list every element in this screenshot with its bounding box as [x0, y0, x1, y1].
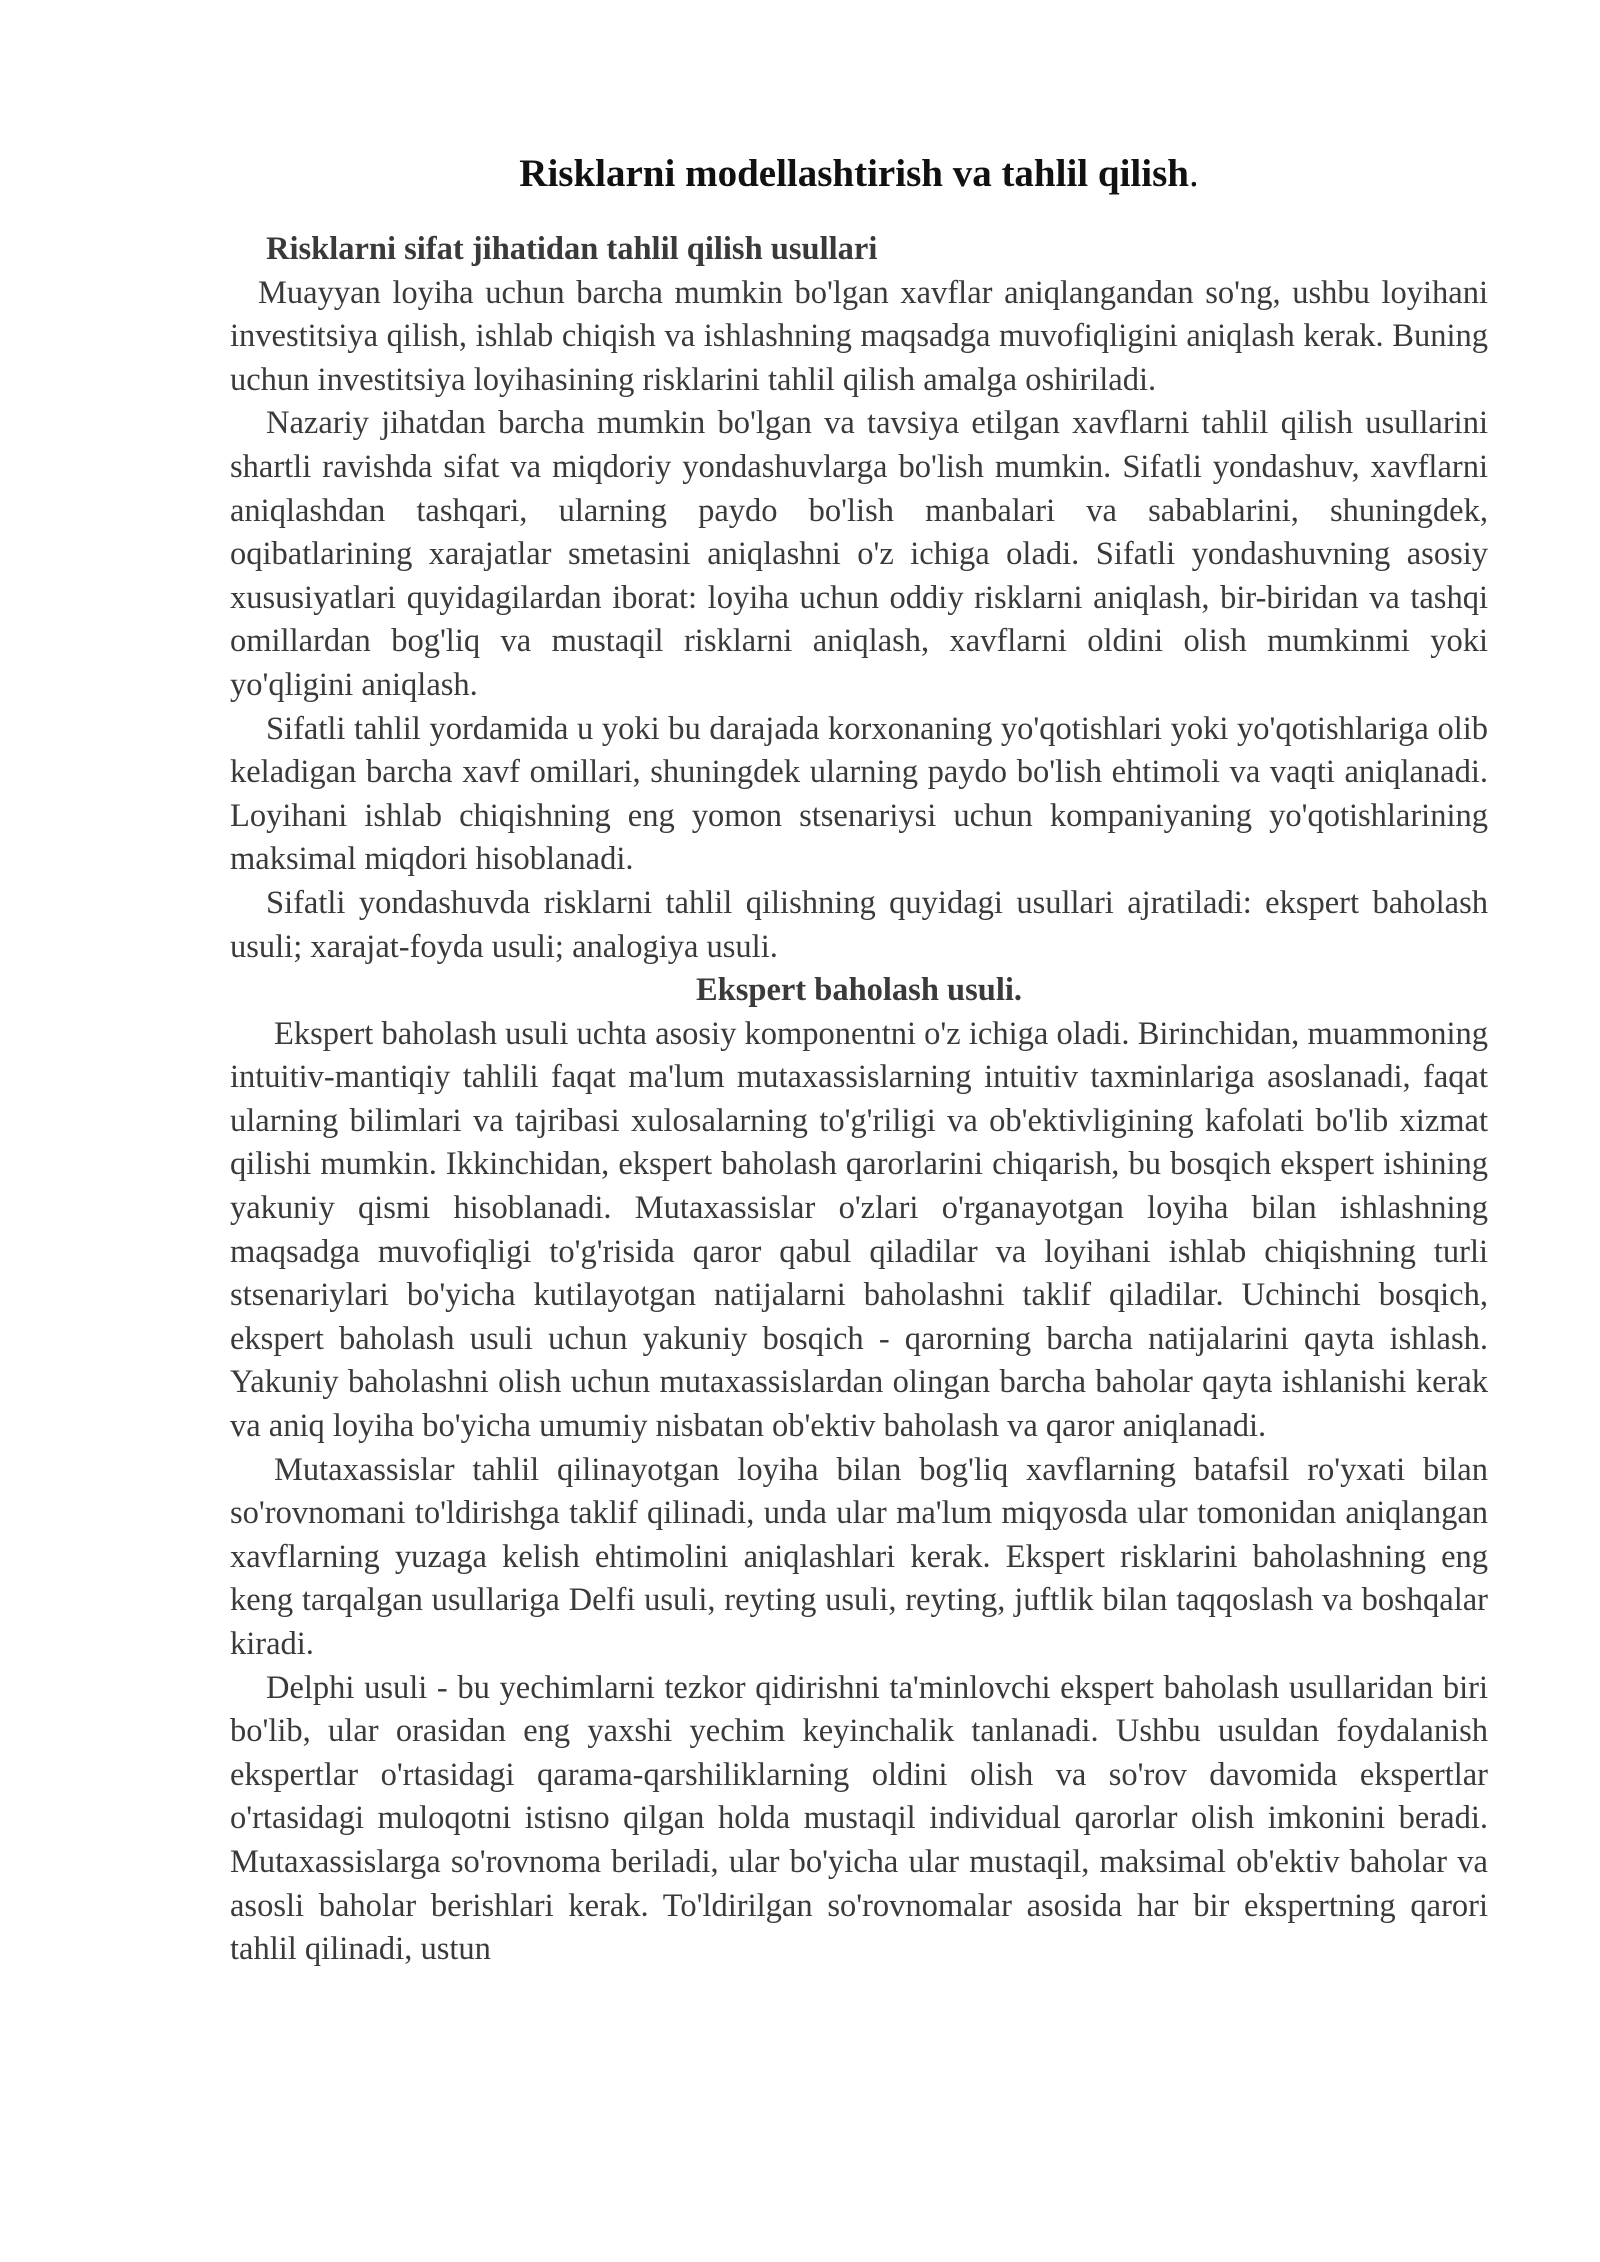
paragraph: Delphi usuli - bu yechimlarni tezkor qidirishni ta'minlovchi ekspert baholash usullaridan biri bo'lib, ular orasidan eng yaxshi yechim keyinchalik tanlanadi. Ushbu usuldan foydalanish ekspertlar o'rtasidagi qarama-qarshiliklarning oldini olish va so'rov davomida ekspertlar o'rtasidagi muloqotni istisno qilgan holda mustaqil individual qarorlar olish imkonini beradi. Mutaxassislarga so'rovnoma beriladi, ular bo'yicha ular mustaqil, maksimal ob'ektiv baholar va asosli baholar berishlari kerak. To'ldirilgan so'rovnomalar asosida har bir ekspertning qarori tahlil qilinadi, ustun	[230, 1669, 1488, 1968]
paragraph: Sifatli yondashuvda risklarni tahlil qilishning quyidagi usullari ajratiladi: ekspert baholash usuli; xarajat-foyda usuli; analogiya usuli.	[230, 884, 1488, 965]
paragraph: Muayyan loyiha uchun barcha mumkin bo'lgan xavflar aniqlangandan so'ng, ushbu loyihani investitsiya qilish, ishlab chiqish va ishlashning maqsadga muvofiqligini aniqlash kerak. Buning uchun investitsiya loyihasining risklarini tahlil qilish amalga oshiriladi.	[230, 274, 1488, 398]
document-title-text: Risklarni modellashtirish va tahlil qilish	[519, 152, 1189, 195]
document-title-period: .	[1188, 152, 1199, 195]
paragraph: Ekspert baholash usuli uchta asosiy komponentni o'z ichiga oladi. Birinchidan, muammoning intuitiv-mantiqiy tahlili faqat ma'lum mutaxassislarning intuitiv taxminlariga asoslanadi, faqat ularning bilimlari va tajribasi xulosalarning to'g'riligi va ob'ektivligining kafolati bo'lib xizmat qilishi mumkin. Ikkinchidan, ekspert baholash qarorlarini chiqarish, bu bosqich ekspert ishining yakuniy qismi hisoblanadi. Mutaxassislar o'zlari o'rganayotgan loyiha bilan ishlashning maqsadga muvofiqligi to'g'risida qaror qabul qiladilar va loyihani ishlab chiqishning turli stsenariylari bo'yicha kutilayotgan natijalarni baholashni taklif qiladilar. Uchinchi bosqich, ekspert baholash usuli uchun yakuniy bosqich - qarorning barcha natijalarini qayta ishlash. Yakuniy baholashni olish uchun mutaxassislardan olingan barcha baholar qayta ishlanishi kerak va aniq loyiha bo'yicha umumiy nisbatan ob'ektiv baholash va qaror aniqlanadi.	[230, 1015, 1488, 1445]
paragraph: Mutaxassislar tahlil qilinayotgan loyiha bilan bog'liq xavflarning batafsil ro'yxati bilan so'rovnomani to'ldirishga taklif qilinadi, unda ular ma'lum miqyosda ular tomonidan aniqlangan xavflarning yuzaga kelish ehtimolini aniqlashlari kerak. Ekspert risklarini baholashning eng keng tarqalgan usullariga Delfi usuli, reyting usuli, reyting, juftlik bilan taqqoslash va boshqalar kiradi.	[230, 1451, 1488, 1662]
section-heading: Risklarni sifat jihatidan tahlil qilish usullari	[266, 231, 878, 267]
document-title	[230, 148, 1488, 200]
subsection-heading: Ekspert baholash usuli.	[695, 972, 1023, 1009]
document-body	[230, 148, 1488, 1972]
paragraph: Nazariy jihatdan barcha mumkin bo'lgan va tavsiya etilgan xavflarni tahlil qilish usullarini shartli ravishda sifat va miqdoriy yondashuvlarga bo'lish mumkin. Sifatli yondashuv, xavflarni aniqlashdan tashqari, ularning paydo bo'lish manbalari va sabablarini, shuningdek, oqibatlarining xarajatlar smetasini aniqlashni o'z ichiga oladi. Sifatli yondashuvning asosiy xususiyatlari quyidagilardan iborat: loyiha uchun oddiy risklarni aniqlash, bir-biridan va tashqi omillardan bog'liq va mustaqil risklarni aniqlash, xavflarni oldini olish mumkinmi yoki yo'qligini aniqlash.	[230, 405, 1488, 703]
paragraph: Sifatli tahlil yordamida u yoki bu darajada korxonaning yo'qotishlari yoki yo'qotishlariga olib keladigan barcha xavf omillari, shuningdek ularning paydo bo'lish ehtimoli va vaqti aniqlanadi. Loyihani ishlab chiqishning eng yomon stsenariysi uchun kompaniyaning yo'qotishlarining maksimal miqdori hisoblanadi.	[230, 710, 1488, 878]
